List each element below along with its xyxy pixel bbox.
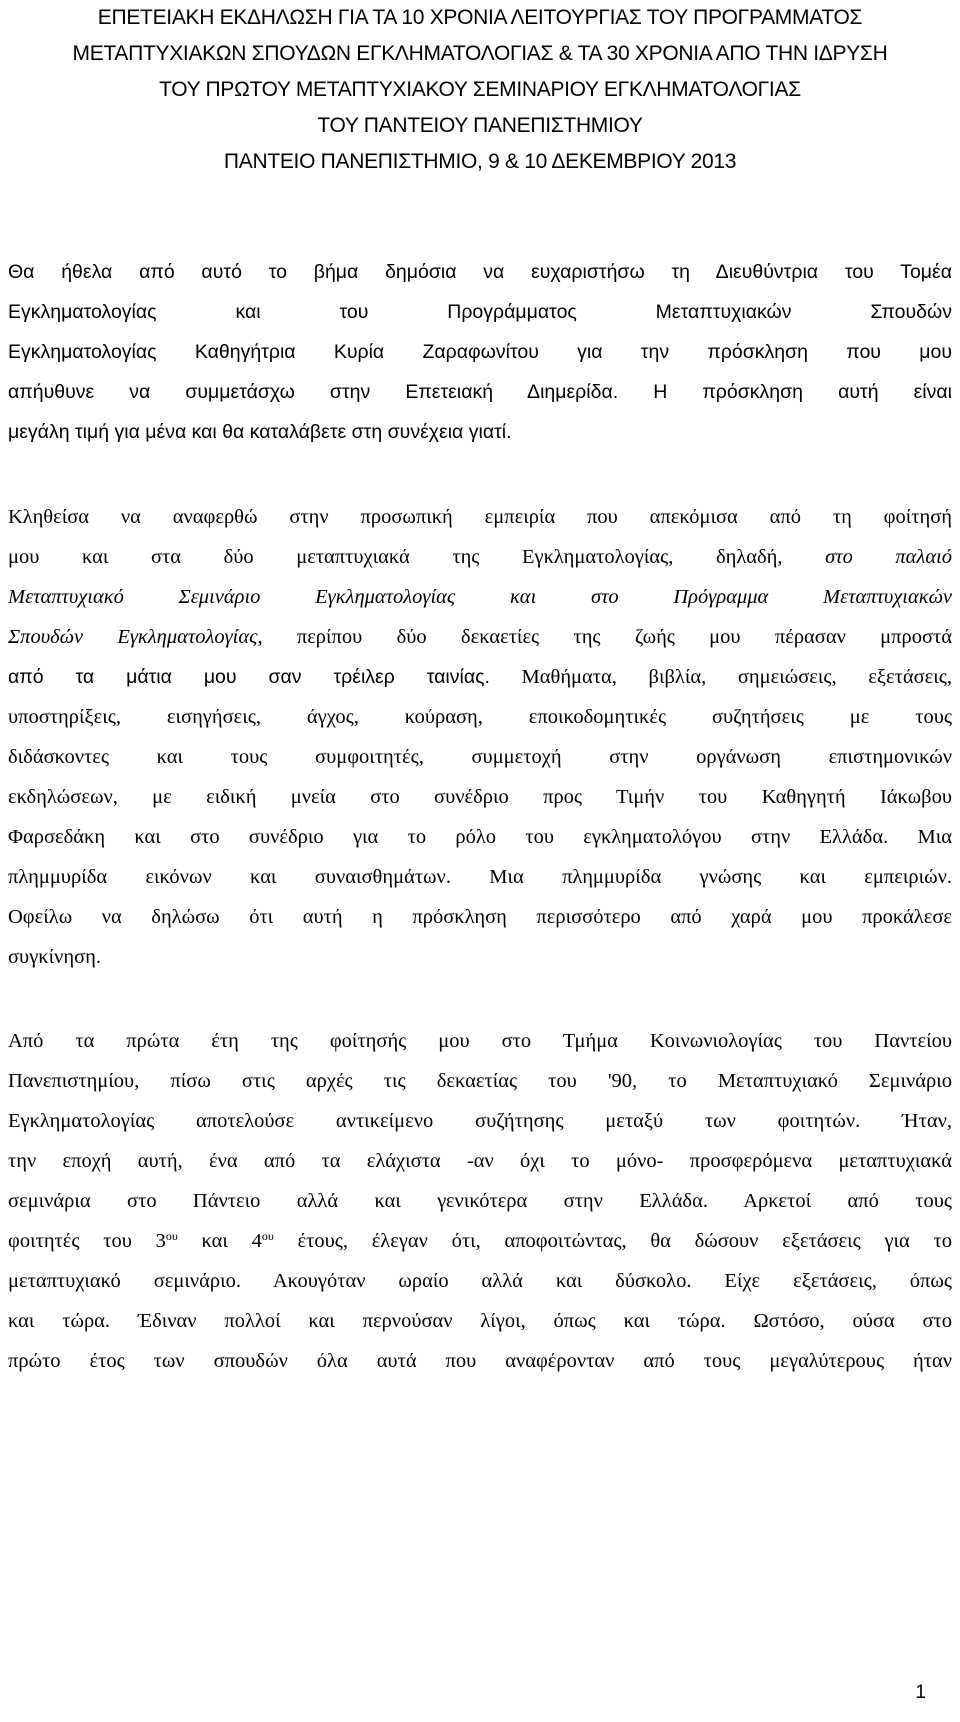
document-header	[0, 0, 960, 180]
superscript: ου	[165, 1228, 178, 1243]
text-line: Εγκληματολογίας και του Προγράμματος Μεταπτυχιακών Σπουδών	[8, 301, 952, 323]
text-line: υποστηρίξεις, εισηγήσεις, άγχος, κούραση, εποικοδομητικές συζητήσεις με τους	[8, 706, 952, 728]
text-segment: από τα μάτια μου σαν τρέιλερ ταινίας.	[8, 666, 490, 688]
text-line: Οφείλω να δηλώσω ότι αυτή η πρόσκληση περισσότερο από χαρά μου προκάλεσε	[8, 906, 952, 928]
paragraph-history	[8, 1021, 952, 1381]
text-segment: φοιτητές του 3	[8, 1230, 166, 1252]
text-segment: και 4	[177, 1230, 262, 1252]
header-line: ΕΠΕΤΕΙΑΚΗ ΕΚΔΗΛΩΣΗ ΓΙΑ ΤΑ 10 ΧΡΟΝΙΑ ΛΕΙΤΟΥΡΓΙΑΣ ΤΟΥ ΠΡΟΓΡΑΜΜΑΤΟΣ	[97, 6, 863, 29]
text-line: την εποχή αυτή, ένα από τα ελάχιστα -αν όχι το μόνο- προσφερόμενα μεταπτυχιακά	[8, 1150, 952, 1172]
text-line: και τώρα. Έδιναν πολλοί και περνούσαν λίγοι, όπως και τώρα. Ωστόσο, ούσα στο	[8, 1310, 952, 1332]
text-line: Από τα πρώτα έτη της φοίτησής μου στο Τμήμα Κοινωνιολογίας του Παντείου	[8, 1030, 952, 1052]
text-line: Πανεπιστημίου, πίσω στις αρχές τις δεκαετίας του '90, το Μεταπτυχιακό Σεμινάριο	[8, 1070, 952, 1092]
text-line: πλημμυρίδα εικόνων και συναισθημάτων. Μια πλημμυρίδα γνώσης και εμπειριών.	[8, 866, 952, 888]
italic-segment: Μεταπτυχιακό Σεμινάριο Εγκληματολογίας και στο Πρόγραμμα Μεταπτυχιακών	[8, 586, 952, 608]
superscript: ου	[261, 1228, 274, 1243]
header-line: ΤΟΥ ΠΑΝΤΕΙΟΥ ΠΑΝΕΠΙΣΤΗΜΙΟΥ	[317, 114, 643, 137]
text-line: συγκίνηση.	[8, 946, 101, 968]
text-line: Φαρσεδάκη και στο συνέδριο για το ρόλο του εγκληματολόγου στην Ελλάδα. Μια	[8, 826, 952, 848]
text-segment: έτους, έλεγαν ότι, αποφοιτώντας, θα δώσουν εξετάσεις για το	[273, 1230, 952, 1252]
text-line: εκδηλώσεων, με ειδική μνεία στο συνέδριο προς Τιμήν του Καθηγητή Ιάκωβου	[8, 786, 952, 808]
paragraph-thanks	[8, 252, 952, 452]
text-line: μεταπτυχιακό σεμινάριο. Ακουγόταν ωραίο αλλά και δύσκολο. Είχε εξετάσεις, όπως	[8, 1270, 952, 1292]
text-segment: μου και στα δύο μεταπτυχιακά της Εγκληματολογίας, δηλαδή,	[8, 546, 783, 568]
text-line	[8, 617, 952, 657]
text-line: σεμινάρια στο Πάντειο αλλά και γενικότερα στην Ελλάδα. Αρκετοί από τους	[8, 1190, 952, 1212]
italic-segment: Σπουδών Εγκληματολογίας	[8, 626, 258, 648]
italic-segment: στο παλαιό	[825, 546, 953, 568]
text-line	[8, 1221, 952, 1261]
text-segment: , περίπου δύο δεκαετίες της ζωής μου πέρασαν μπροστά	[257, 626, 952, 648]
text-line: μεγάλη τιμή για μένα και θα καταλάβετε στη συνέχεια γιατί.	[8, 421, 512, 443]
text-line: Θα ήθελα από αυτό το βήμα δημόσια να ευχαριστήσω τη Διευθύντρια του Τομέα	[8, 261, 952, 283]
text-line: διδάσκοντες και τους συμφοιτητές, συμμετοχή στην οργάνωση επιστημονικών	[8, 746, 952, 768]
text-line	[8, 657, 952, 697]
text-line: Κληθείσα να αναφερθώ στην προσωπική εμπειρία που απεκόμισα από τη φοίτησή	[8, 506, 952, 528]
text-line: Εγκληματολογίας Καθηγήτρια Κυρία Ζαραφωνίτου για την πρόσκληση που μου	[8, 341, 952, 363]
paragraph-experience	[8, 497, 952, 977]
text-line	[8, 537, 952, 577]
text-line	[8, 577, 952, 617]
text-line: πρώτο έτος των σπουδών όλα αυτά που αναφέρονταν από τους μεγαλύτερους ήταν	[8, 1350, 952, 1372]
text-segment: Μαθήματα, βιβλία, σημειώσεις, εξετάσεις,	[521, 666, 952, 688]
text-line: απήυθυνε να συμμετάσχω στην Επετειακή Διημερίδα. Η πρόσκληση αυτή είναι	[8, 381, 952, 403]
header-line: ΤΟΥ ΠΡΩΤΟΥ ΜΕΤΑΠΤΥΧΙΑΚΟΥ ΣΕΜΙΝΑΡΙΟΥ ΕΓΚΛΗΜΑΤΟΛΟΓΙΑΣ	[159, 78, 801, 101]
text-line: Εγκληματολογίας αποτελούσε αντικείμενο συζήτησης μεταξύ των φοιτητών. Ήταν,	[8, 1110, 952, 1132]
page-number: 1	[915, 1682, 926, 1703]
header-line: ΜΕΤΑΠΤΥΧΙΑΚΩΝ ΣΠΟΥΔΩΝ ΕΓΚΛΗΜΑΤΟΛΟΓΙΑΣ & ΤΑ 30 ΧΡΟΝΙΑ ΑΠΟ ΤΗΝ ΙΔΡΥΣΗ	[72, 42, 888, 65]
header-line: ΠΑΝΤΕΙΟ ΠΑΝΕΠΙΣΤΗΜΙΟ, 9 & 10 ΔΕΚΕΜΒΡΙΟΥ 2013	[223, 150, 737, 173]
